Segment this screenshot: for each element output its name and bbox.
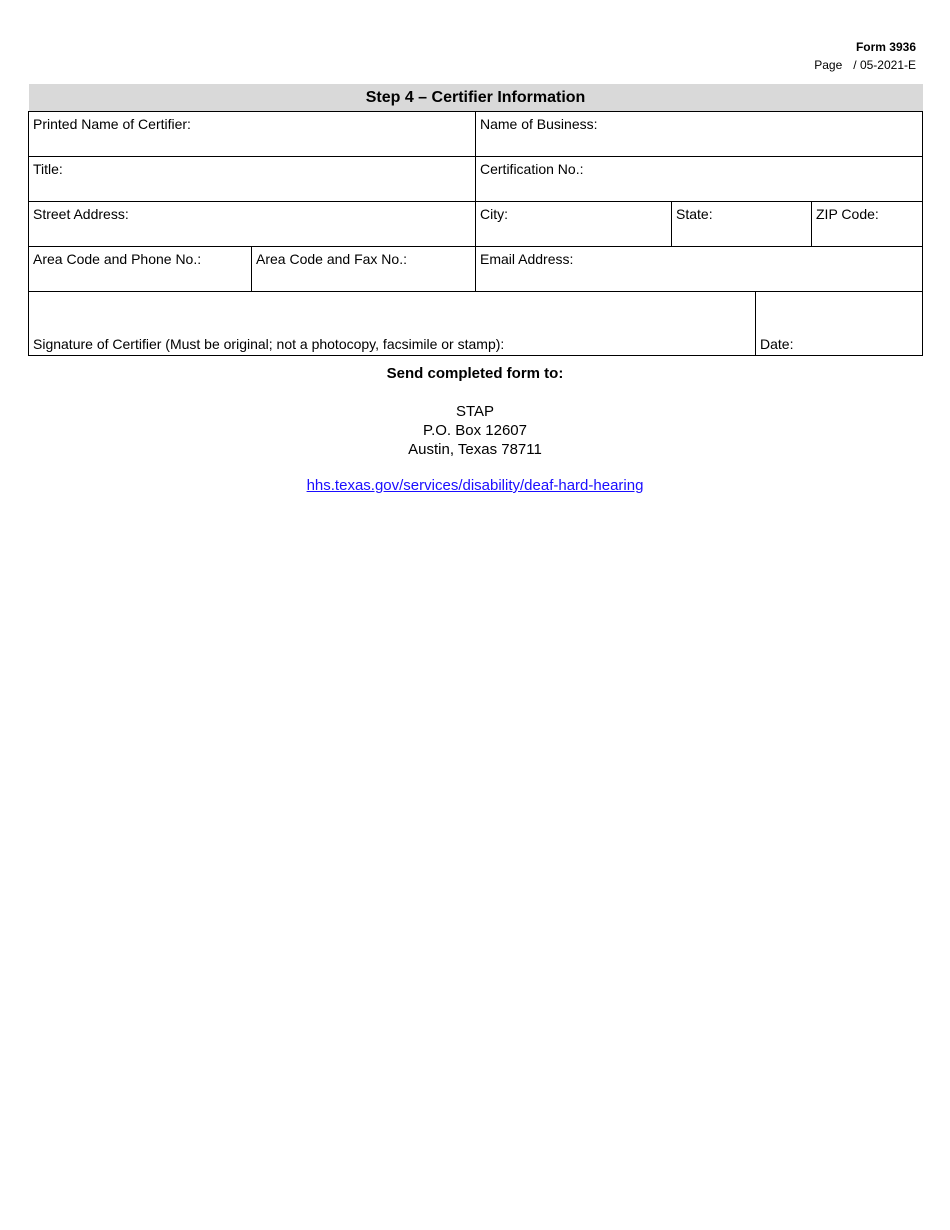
certification-number-label: Certification No.: (480, 161, 584, 177)
certifier-information-table (28, 84, 923, 356)
street-address-label: Street Address: (33, 206, 129, 222)
zip-code-field[interactable] (812, 202, 923, 247)
state-field[interactable] (672, 202, 812, 247)
business-name-label: Name of Business: (480, 116, 598, 132)
form-number: Form 3936 (855, 40, 916, 54)
step-4-title: Step 4 – Certifier Information (29, 84, 923, 112)
signature-label: Signature of Certifier (Must be original; not a photocopy, facsimile or stamp): (33, 336, 505, 352)
fax-label: Area Code and Fax No.: (256, 251, 407, 267)
send-completed-form-title: Send completed form to: (386, 365, 564, 382)
printed-name-field[interactable] (29, 112, 476, 157)
date-label: Date: (760, 336, 794, 352)
fax-field[interactable] (252, 247, 476, 292)
certification-number-field[interactable] (476, 157, 923, 202)
title-field[interactable] (29, 157, 476, 202)
address-line-city-state-zip: Austin, Texas 78711 (408, 441, 542, 458)
street-address-field[interactable] (29, 202, 476, 247)
page-label: Page (814, 58, 843, 72)
form-header (814, 38, 916, 74)
mailing-address (0, 402, 950, 459)
title-label: Title: (33, 161, 63, 177)
form-revision: / 05-2021-E (853, 58, 916, 72)
business-name-field[interactable] (476, 112, 923, 157)
phone-field[interactable] (29, 247, 252, 292)
phone-label: Area Code and Phone No.: (33, 251, 202, 267)
city-label: City: (480, 206, 508, 222)
address-line-po-box: P.O. Box 12607 (423, 422, 527, 439)
website-line (0, 477, 950, 494)
page-revision-line (814, 56, 916, 74)
website-link[interactable]: hhs.texas.gov/services/disability/deaf-hard-hearing (306, 477, 644, 494)
zip-code-label: ZIP Code: (816, 206, 879, 222)
date-field[interactable] (756, 292, 923, 356)
printed-name-label: Printed Name of Certifier: (33, 116, 191, 132)
state-label: State: (676, 206, 713, 222)
address-line-organization: STAP (455, 403, 495, 420)
email-label: Email Address: (480, 251, 574, 267)
signature-field[interactable] (29, 292, 756, 356)
city-field[interactable] (476, 202, 672, 247)
email-field[interactable] (476, 247, 923, 292)
